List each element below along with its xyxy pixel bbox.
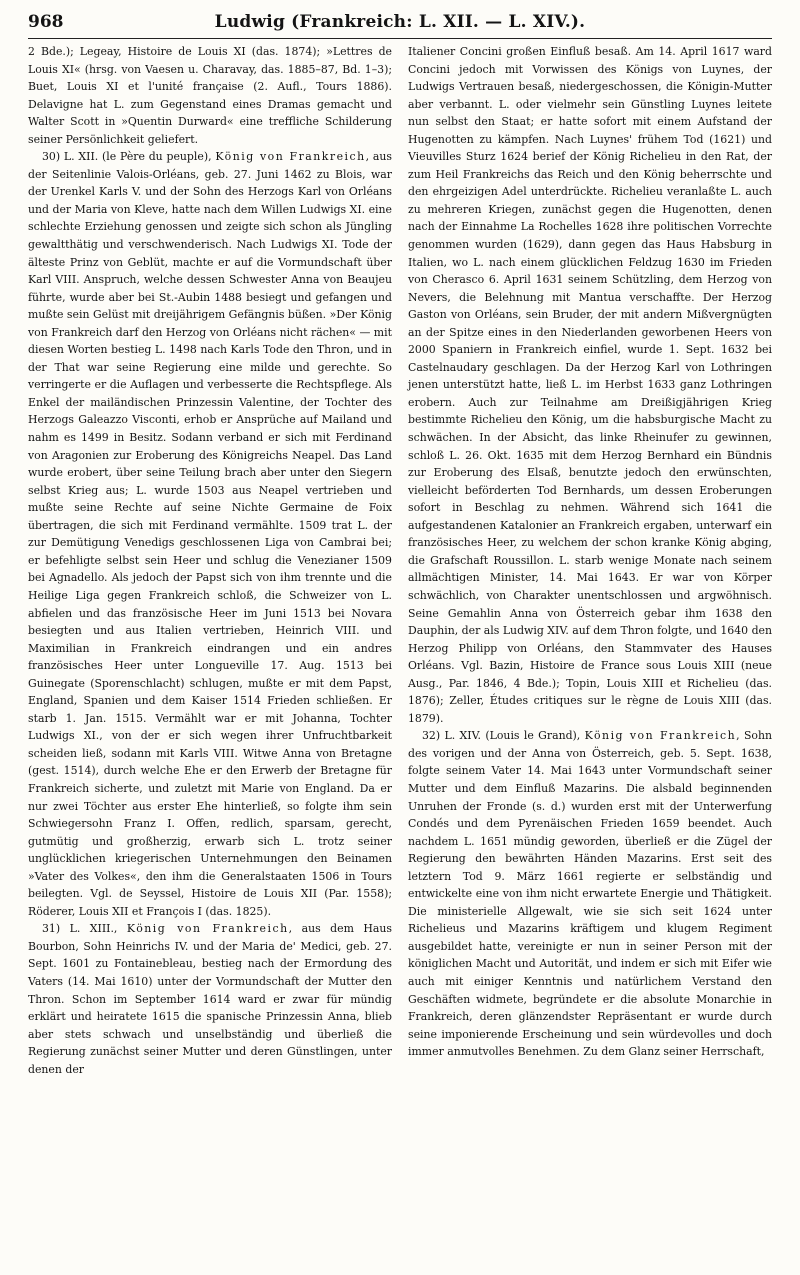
left-column [28,43,392,1078]
running-title: Ludwig (Frankreich: L. XII. — L. XIV.). [214,12,586,32]
entry-ludwig-xiii [28,920,392,1078]
entry-number: 32) L. XIV. (Louis le Grand), [422,729,585,743]
entry-text: , Sohn des vorigen und der Anna von Österreich, geb. 5. Sept. 1638, folgte seinem Vater 14. Mai 1643 unter Vormundschaft seiner Mutter und dem Einfluß Mazarins. Die alsbald beginnenden Unruhen der Fronde (s. d.) wurden erst mit der Unterwerfung Condés und dem Pyrenäischen Frieden 1659 beendet. Auch nachdem L. 1651 mündig geworden, überließ er die Zügel der Regierung den bewährten Händen Mazarins. Erst seit des letztern Tod 9. März 1661 regierte er selbständig und entwickelte eine von ihm nicht erwartete Energie und Thätigkeit. Die ministerielle Allgewalt, wie sie sich seit 1624 unter Richelieus und Mazarins kräftigem und klugem Regiment ausgebildet hatte, vereinigte er nun in seiner Person mit der königlichen Macht und Autorität, und indem er sich mit Eifer wie auch mit einiger Kenntnis und natürlichem Verstand den Geschäften widmete, begründete er die absolute Monarchie in Frankreich, deren glänzendster Repräsentant er wurde durch seine imponierende Erscheinung und sein würdevolles und doch immer anmutvolles Benehmen. Zu dem Glanz seiner Herrschaft, [408,729,772,1059]
spaced-title: König von Frankreich [584,729,737,743]
paragraph: Italiener Concini großen Einfluß besaß. Am 14. April 1617 ward Concini jedoch mit Vorwissen des Königs von Luynes, der Ludwigs Vertrauen besaß, niedergeschossen, die Königin-Mutter aber verbannt. L. oder vielmehr sein Günstling Luynes leitete nun selbst den Staat; er hatte sofort mit einem Aufstand der Hugenotten zu kämpfen. Nach Luynes' frühem Tod (1621) und Vieuvilles Sturz 1624 berief der König Richelieu in den Rat, der zum Heil Frankreichs das Reich und den König beherrschte und den ehrgeizigen Adel unterdrückte. Richelieu veranlaßte L. auch zu mehreren Kriegen, zunächst gegen die Hugenotten, denen nach der Einnahme La Rochelles 1628 ihre politischen Vorrechte genommen wurden (1629), dann gegen das Haus Habsburg in Italien, wo L. nach einem glücklichen Feldzug 1630 im Frieden von Cherasco 6. April 1631 seinem Schützling, dem Herzog von Nevers, die Belehnung mit Mantua verschaffte. Der Herzog Gaston von Orléans, sein Bruder, der mit andern Mißvergnügten an der Spitze eines in den Niederlanden geworbenen Heers von 2000 Spaniern in Frankreich einfiel, wurde 1. Sept. 1632 bei Castelnaudary geschlagen. Da der Herzog Karl von Lothringen jenen unterstützt hatte, ließ L. im Herbst 1633 ganz Lothringen erobern. Auch zur Teilnahme am Dreißigjährigen Krieg bestimmte Richelieu den König, um die habsburgische Macht zu schwächen. In der Absicht, das linke Rheinufer zu gewinnen, schloß L. 26. Okt. 1635 mit dem Herzog Bernhard ein Bündnis zur Eroberung des Elsaß, benutzte jedoch den erwünschten, vielleicht beförderten Tod Bernhards, um dessen Eroberungen sofort in Beschlag zu nehmen. Während sich 1641 die aufgestandenen Katalonier an Frankreich ergaben, unterwarf ein französisches Heer, zu welchem der schon kranke König abging, die Grafschaft Roussillon. L. starb wenige Monate nach seinem allmächtigen Minister, 14. Mai 1643. Er war von Körper schwächlich, von Charakter unentschlossen und argwöhnisch. Seine Gemahlin Anna von Österreich gebar ihm 1638 den Dauphin, der als Ludwig XIV. auf dem Thron folgte, und 1640 den Herzog Philipp von Orléans, den Stammvater des Hauses Orléans. Vgl. Bazin, Histoire de France sous Louis XIII (neue Ausg., Par. 1846, 4 Bde.); Topin, Louis XIII et Richelieu (das. 1876); Zeller, Études critiques sur le règne de Louis XIII (das. 1879). [408,45,772,725]
entry-text: , aus dem Haus Bourbon, Sohn Heinrichs IV. und der Maria de' Medici, geb. 27. Sept. 1601 zu Fontainebleau, bestieg nach der Ermordung des Vaters (14. Mai 1610) unter der Vormundschaft der Mutter den Thron. Schon im September 1614 ward er zwar für mündig erklärt und heiratete 1615 die spanische Prinzessin Anna, blieb aber stets schwach und unselbständig und überließ die Regierung zunächst seiner Mutter und deren Günstlingen, unter denen der [28,922,393,1076]
spaced-title: König von Frankreich [215,150,366,164]
entry-ludwig-xiv [408,727,772,1060]
text-columns [28,43,772,1078]
paragraph: 2 Bde.); Legeay, Histoire de Louis XI (das. 1874); »Lettres de Louis XI« (hrsg. von Vaesen u. Charavay, das. 1885–87, Bd. 1–3); Buet, Louis XI et l'unité française (2. Aufl., Tours 1886). Delavigne hat L. zum Gegenstand eines Dramas gemacht und Walter Scott in »Quentin Durward« eine treffliche Schilderung seiner Persönlichkeit geliefert. [28,45,392,146]
page-number: 968 [28,12,64,32]
entry-number: 31) L. XIII., [42,922,127,936]
right-column [408,43,772,1078]
entry-text: , aus der Seitenlinie Valois-Orléans, geb. 27. Juni 1462 zu Blois, war der Urenkel Karls V. und der Sohn des Herzogs Karl von Orléans und der Maria von Kleve, hatte nach dem Willen Ludwigs XI. eine schlechte Erziehung genossen und zeigte sich schon als Jüngling gewaltthätig und verschwenderisch. Nach Ludwigs XI. Tode der älteste Prinz von Geblüt, machte er auf die Vormundschaft über Karl VIII. Anspruch, welche dessen Schwester Anna von Beaujeu führte, wurde aber bei St.-Aubin 1488 besiegt und gefangen und mußte sein Gelüst mit dreijährigem Gefängnis büßen. »Der König von Frankreich darf den Herzog von Orléans nicht rächen« — mit diesen Worten bestieg L. 1498 nach Karls Tode den Thron, und in der That war seine Regierung eine milde und gerechte. So verringerte er die Auflagen und verbesserte die Rechtspflege. Als Enkel der mailändischen Prinzessin Valentine, der Tochter des Herzogs Galeazzo Visconti, erhob er Ansprüche auf Mailand und nahm es 1499 in Besitz. Sodann verband er sich mit Ferdinand von Aragonien zur Eroberung des Königreichs Neapel. Das Land wurde erobert, über seine Teilung brach aber unter den Siegern selbst Krieg aus; L. wurde 1503 aus Neapel vertrieben und mußte seine Rechte auf seine Nichte Germaine de Foix übertragen, die sich mit Ferdinand vermählte. 1509 trat L. der zur Demütigung Venedigs geschlossenen Liga von Cambrai bei; er befehligte selbst sein Heer und schlug die Venezianer 1509 bei Agnadello. Als jedoch der Papst sich von ihm trennte und die Heilige Liga gegen Frankreich schloß, die Schweizer von L. abfielen und das französische Heer im Juni 1513 bei Novara besiegten und aus Italien vertrieben, Heinrich VIII. und Maximilian in Frankreich eindrangen und ein andres französisches Heer unter Longueville 17. Aug. 1513 bei Guinegate (Sporenschlacht) schlugen, mußte er mit dem Papst, England, Spanien und dem Kaiser 1514 Frieden schließen. Er starb 1. Jan. 1515. Vermählt war er mit Johanna, Tochter Ludwigs XI., von der er sich wegen ihrer Unfruchtbarkeit scheiden ließ, sodann mit Karls VIII. Witwe Anna von Bretagne (gest. 1514), durch welche Ehe er den Erwerb der Bretagne für Frankreich sicherte, und zuletzt mit Marie von England. Da er nur zwei Töchter aus erster Ehe hinterließ, so folgte ihm sein Schwiegersohn Franz I. Offen, redlich, sparsam, gerecht, gutmütig und großherzig, erwarb sich L. trotz seiner unglücklichen kriegerischen Unternehmungen den Beinamen »Vater des Volkes«, den ihm die Generalstaaten 1506 in Tours beilegten. Vgl. de Seyssel, Histoire de Louis XII (Par. 1558); Röderer, Louis XII et François I (das. 1825). [28,150,392,918]
spaced-title: König von Frankreich [126,922,289,936]
page-header [28,10,772,39]
entry-number: 30) L. XII. (le Père du peuple), [42,150,216,164]
entry-ludwig-xii [28,148,392,920]
